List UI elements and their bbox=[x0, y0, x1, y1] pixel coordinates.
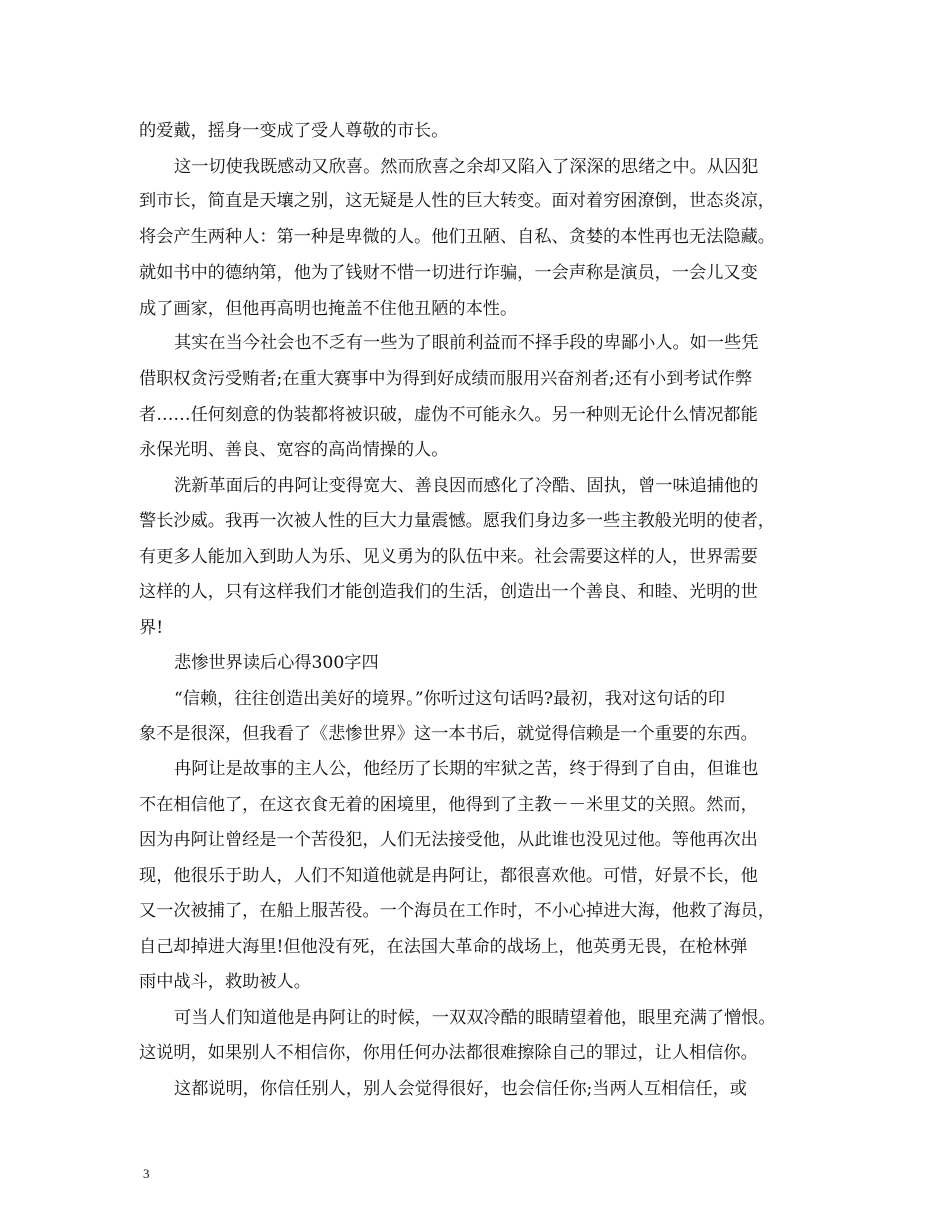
paragraph-start: “信赖，往往创造出美好的境界。”你听过这句话吗?最初，我对这句话的印 bbox=[174, 689, 726, 709]
text-line: 因为冉阿让曾经是一个苦役犯，人们无法接受他，从此谁也没见过他。等他再次出 bbox=[139, 830, 758, 850]
text-line: 到市长，简直是天壤之别，这无疑是人性的巨大转变。面对着穷困潦倒，世态炎凉， bbox=[139, 191, 775, 211]
text-line: 这样的人，只有这样我们才能创造我们的生活，创造出一个善良、和睦、光明的世 bbox=[139, 582, 758, 602]
text-line: 永保光明、善良、宽容的高尚情操的人。 bbox=[139, 440, 449, 460]
paragraph-start: 其实在当今社会也不乏有一些为了眼前利益而不择手段的卑鄙小人。如一些凭 bbox=[174, 333, 759, 353]
paragraph-start: 这一切使我既感动又欣喜。然而欣喜之余却又陷入了深深的思绪之中。从囚犯 bbox=[174, 157, 759, 177]
text-line: 雨中战斗，救助被人。 bbox=[139, 972, 311, 992]
text-line: 不在相信他了，在这衣食无着的困境里，他得到了主教－－米里艾的关照。然而， bbox=[139, 795, 758, 815]
text-line: 又一次被捕了，在船上服苦役。一个海员在工作时，不小心掉进大海，他救了海员， bbox=[139, 901, 775, 921]
text-line: 成了画家，但他再高明也掩盖不住他丑陋的本性。 bbox=[139, 299, 518, 319]
text-line: 就如书中的德纳第，他为了钱财不惜一切进行诈骗，一会声称是演员，一会儿又变 bbox=[139, 263, 758, 283]
text-line: 警长沙威。我再一次被人性的巨大力量震憾。愿我们身边多一些主教般光明的使者， bbox=[139, 511, 775, 531]
text-line: 将会产生两种人：第一种是卑微的人。他们丑陋、自私、贪婪的本性再也无法隐藏。 bbox=[139, 227, 775, 247]
text-line: 的爱戴，摇身一变成了受人尊敬的市长。 bbox=[139, 121, 449, 141]
text-line: 这说明，如果别人不相信你，你用任何办法都很难擦除自己的罪过，让人相信你。 bbox=[139, 1043, 758, 1063]
text-line: 界! bbox=[139, 618, 164, 638]
section-heading: 悲惨世界读后心得300字四 bbox=[174, 653, 379, 673]
paragraph-start: 这都说明，你信任别人，别人会觉得很好，也会信任你;当两人互相信任，或 bbox=[174, 1079, 747, 1099]
text-line: 借职权贪污受贿者;在重大赛事中为得到好成绩而服用兴奋剂者;还有小到考试作弊 bbox=[139, 369, 753, 389]
text-line: 现，他很乐于助人，人们不知道他就是冉阿让，都很喜欢他。可惜，好景不长，他 bbox=[139, 866, 758, 886]
paragraph-start: 可当人们知道他是冉阿让的时候，一双双冷酷的眼睛望着他，眼里充满了憎恨。 bbox=[174, 1008, 776, 1028]
paragraph-start: 冉阿让是故事的主人公，他经历了长期的牢狱之苦，终于得到了自由，但谁也 bbox=[174, 759, 759, 779]
text-line: 有更多人能加入到助人为乐、见义勇为的队伍中来。社会需要这样的人，世界需要 bbox=[139, 547, 758, 567]
text-line: 象不是很深，但我看了《悲惨世界》这一本书后，就觉得信赖是一个重要的东西。 bbox=[139, 724, 758, 744]
text-line: 者……任何刻意的伪装都将被识破，虚伪不可能永久。另一种则无论什么情况都能 bbox=[139, 405, 758, 425]
text-line: 自己却掉进大海里!但他没有死，在法国大革命的战场上，他英勇无畏，在枪林弹 bbox=[139, 937, 748, 957]
paragraph-start: 洗新革面后的冉阿让变得宽大、善良因而感化了冷酷、固执，曾一味追捕他的 bbox=[174, 476, 759, 496]
page-number: 3 bbox=[143, 1166, 150, 1181]
